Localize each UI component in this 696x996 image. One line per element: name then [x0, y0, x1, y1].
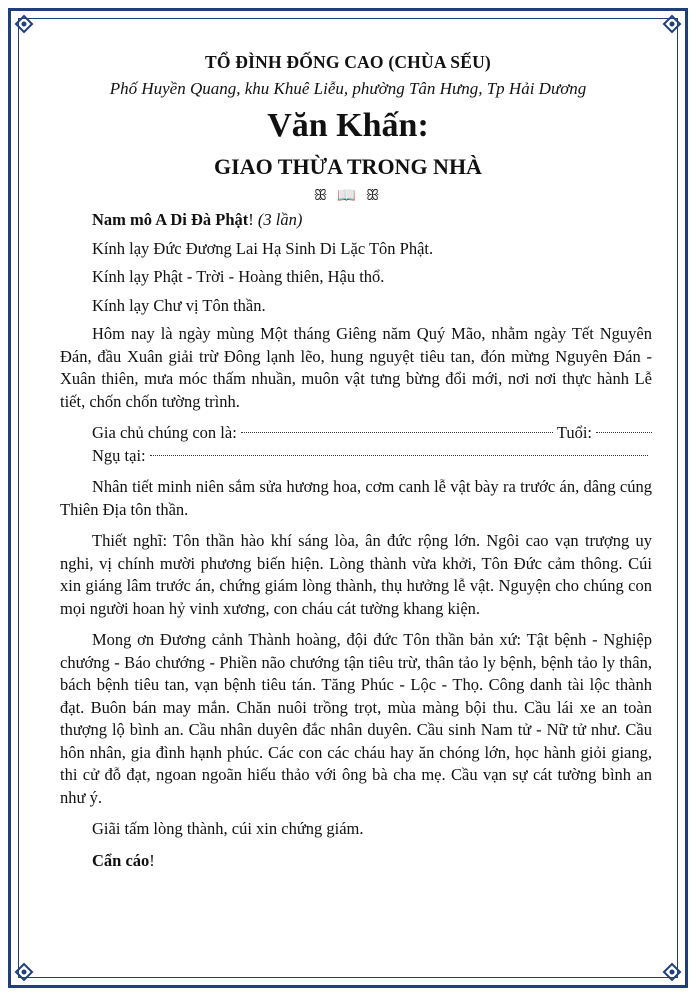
prayer-body: [60, 209, 652, 881]
book-ornament-icon: ꕥ 📖 ꕥ: [313, 188, 383, 204]
host-blank: [241, 432, 553, 433]
prayer-paragraph: Hôm nay là ngày mùng Một tháng Giêng năm Quý Mão, nhằm ngày Tết Nguyên Đán, đầu Xuân giải trừ Đông lạnh lẽo, hung nguyệt tiêu tan, đón mừng Nguyên Đán - Xuân thiên, mưa móc thấm nhuần, muôn vật tưng bừng đổi mới, nơi nơi thực hành Lễ tiết, chốn chốn tường trình.: [60, 324, 652, 411]
prayer-paragraph: Thiết nghĩ: Tôn thần hào khí sáng lòa, ân đức rộng lớn. Ngôi cao vạn trượng uy nghi, vị chính mười phương biến hiện. Lòng thành vừa khởi, Tôn Đức cảm thông. Cúi xin giáng lâm trước án, chứng giám lòng thành, thụ hưởng lễ vật. Nguyện cho chúng con mọi người hoan hỷ vinh xương, con cháu cát tường khang kiện.: [60, 531, 652, 618]
residence-label: Ngụ tại:: [92, 445, 146, 465]
prayer-line: Kính lạy Phật - Trời - Hoàng thiên, Hậu thổ.: [92, 267, 385, 286]
age-blank: [596, 432, 652, 433]
invocation-text: Nam mô A Di Đà Phật: [92, 210, 249, 229]
page-subtitle: GIAO THỪA TRONG NHÀ: [214, 154, 482, 179]
prayer-paragraph: Nhân tiết minh niên sắm sửa hương hoa, cơm canh lễ vật bày ra trước án, dâng cúng Thiên Địa tôn thần.: [60, 477, 652, 519]
prayer-line: Kính lạy Đức Đương Lai Hạ Sinh Di Lặc Tôn Phật.: [92, 238, 434, 258]
final-line: [60, 850, 652, 873]
page-title: Văn Khấn:: [267, 107, 429, 144]
host-label: Gia chủ chúng con là:: [92, 423, 237, 442]
final-mark: !: [149, 850, 155, 870]
invocation: [60, 209, 652, 232]
host-row: [60, 422, 652, 445]
temple-name: TỔ ĐÌNH ĐỐNG CAO (CHÙA SẾU): [205, 52, 491, 72]
residence-row: [60, 445, 652, 468]
closing-line: Giãi tấm lòng thành, cúi xin chứng giám.: [92, 819, 364, 838]
temple-address: Phố Huyền Quang, khu Khuê Liễu, phường Tân Hưng, Tp Hải Dương: [109, 79, 587, 98]
invocation-count: (3 lần): [257, 210, 303, 229]
invocation-mark: !: [248, 210, 258, 229]
prayer-paragraph: Mong ơn Đương cảnh Thành hoàng, đội đức Tôn thần bản xứ: Tật bệnh - Nghiệp chướng - Báo chướng - Phiền não chướng tận tiêu trừ, thân tảo ly bệnh, bệnh tảo ly thân, bách bệnh tiêu tan, vạn bệnh tiêu tán. Tăng Phúc - Lộc - Thọ. Công danh tài lộc thành đạt. Buôn bán may mắn. Chăn nuôi trồng trọt, mùa màng bội thu. Cầu lái xe an toàn thượng lộ bình an. Cầu nhân duyên đắc nhân duyên. Cầu sinh Nam tử - Nữ tử như. Cầu hôn nhân, gia đình hạnh phúc. Các con các cháu hay ăn chóng lớn, học hành giỏi giang, thi cử đỗ đạt, ngoan ngoãn hiếu thảo với ông bà cha mẹ. Cầu vạn sự cát tường bình an như ý.: [60, 630, 652, 807]
residence-blank: [150, 455, 648, 456]
final-text: Cẩn cáo: [92, 850, 150, 870]
age-label: Tuổi:: [556, 423, 592, 442]
prayer-line: Kính lạy Chư vị Tôn thần.: [92, 295, 266, 315]
